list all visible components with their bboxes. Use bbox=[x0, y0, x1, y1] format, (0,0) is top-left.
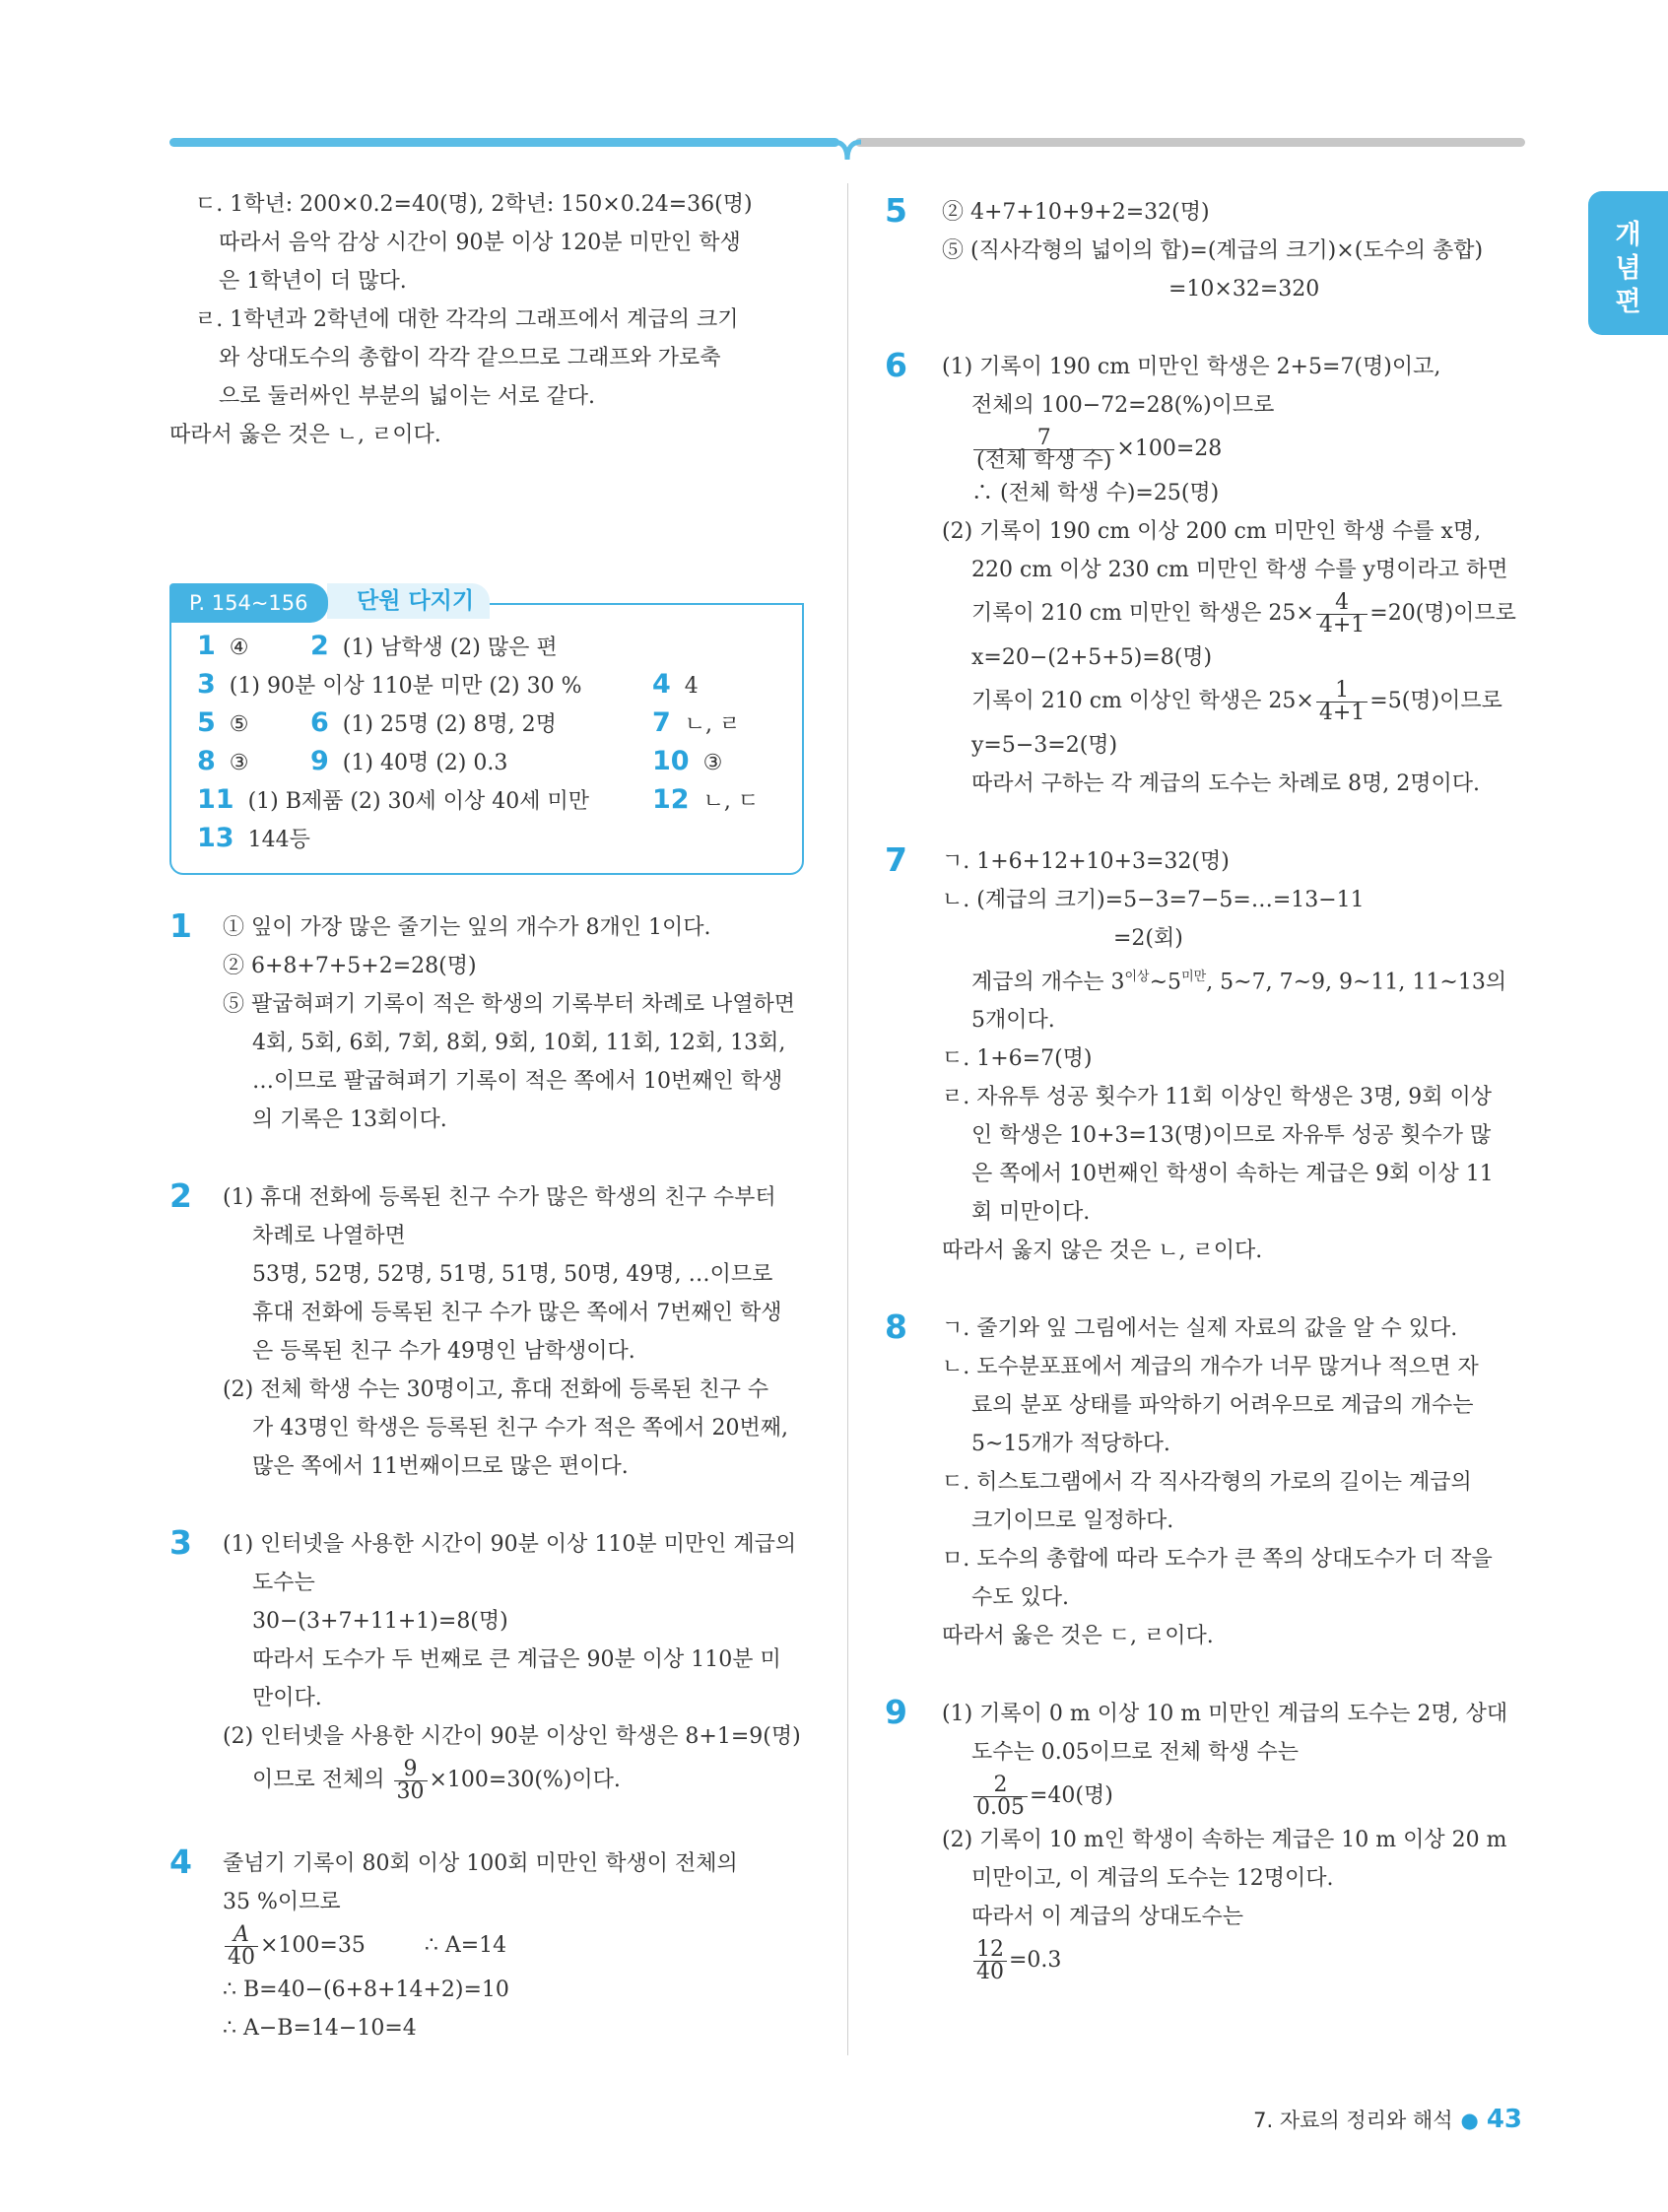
text-line: 수도 있다. bbox=[971, 1585, 1069, 1611]
summary-row bbox=[197, 823, 798, 861]
fraction: $\frac{A}{40}$ bbox=[225, 1924, 258, 1969]
text-line: ㄷ. 1학년: 200×0.2=40(명), 2학년: 150×0.24=36(명) bbox=[195, 192, 753, 217]
fraction: $\frac{9}{30}$ bbox=[394, 1759, 428, 1803]
text-line: ⑤ 팔굽혀펴기 기록이 적은 학생의 기록부터 차례로 나열하면 bbox=[223, 992, 796, 1017]
text-line: (2) 인터넷을 사용한 시간이 90분 이상인 학생은 8+1=9(명) bbox=[223, 1724, 801, 1749]
summary-answer: 12 ㄴ, ㄷ bbox=[652, 784, 760, 815]
text-line: 인 학생은 10+3=13(명)이므로 자유투 성공 횟수가 많 bbox=[971, 1123, 1492, 1149]
summary-answers bbox=[197, 631, 798, 861]
text-line: ㄹ. 자유투 성공 횟수가 11회 이상인 학생은 3명, 9회 이상 bbox=[942, 1085, 1492, 1110]
text-line: (1) 인터넷을 사용한 시간이 90분 이상 110분 미만인 계급의 bbox=[223, 1532, 797, 1557]
text-line: 도수는 0.05이므로 전체 학생 수는 bbox=[971, 1740, 1299, 1766]
text-line: ② 6+8+7+5+2=28(명) bbox=[223, 954, 477, 978]
text-line: =2(회) bbox=[1113, 926, 1183, 951]
solution-7 bbox=[885, 842, 1525, 1270]
text-line: ∴ (전체 학생 수)=25(명) bbox=[971, 481, 1220, 505]
solution-9 bbox=[885, 1695, 1525, 1985]
section-side-tab bbox=[1588, 191, 1668, 335]
text-line: ⑤ (직사각형의 넓이의 합)=(계급의 크기)×(도수의 총합) bbox=[942, 238, 1484, 263]
text-line: ∴ B=40−(6+8+14+2)=10 bbox=[223, 1977, 509, 2002]
summary-answer: 8 ③ bbox=[197, 746, 249, 776]
text-line: 따라서 구하는 각 계급의 도수는 차례로 8명, 2명이다. bbox=[971, 771, 1480, 796]
column-divider bbox=[847, 183, 848, 2055]
problem-number: 1 bbox=[169, 906, 192, 945]
summary-answer: 6 (1) 25명 (2) 8명, 2명 bbox=[310, 707, 557, 738]
solution-8 bbox=[885, 1309, 1525, 1655]
text-line: 5개이다. bbox=[971, 1008, 1055, 1034]
summary-row bbox=[197, 631, 798, 669]
text-line: 5~15개가 적당하다. bbox=[971, 1432, 1170, 1457]
text-line: 4회, 5회, 6회, 7회, 8회, 9회, 10회, 11회, 12회, 13회, bbox=[252, 1031, 786, 1055]
side-tab-label: 개 념 편 bbox=[1615, 220, 1641, 317]
text-line: ㄷ. 히스토그램에서 각 직사각형의 가로의 길이는 계급의 bbox=[942, 1470, 1472, 1496]
text-line: 기록이 210 cm 미만인 학생은 25× $\frac{4}{4+1}$ =20(명)이므로 bbox=[971, 589, 1516, 637]
text-line: 은 쪽에서 10번째인 학생이 속하는 계급은 9회 이상 11 bbox=[971, 1162, 1494, 1187]
left-column-top bbox=[169, 185, 820, 454]
header-bar-right bbox=[855, 138, 1525, 147]
text-line: 회 미만이다. bbox=[971, 1200, 1091, 1226]
summary-header bbox=[169, 583, 804, 623]
chapter-title: 7. 자료의 정리와 해석 bbox=[1253, 2109, 1453, 2132]
left-column-solutions bbox=[169, 908, 820, 2047]
solution-4 bbox=[169, 1844, 820, 2047]
problem-number: 6 bbox=[885, 346, 907, 384]
fraction: $\frac{2}{0.05}$ bbox=[973, 1775, 1028, 1819]
text-line: 줄넘기 기록이 80회 이상 100회 미만인 학생이 전체의 bbox=[223, 1851, 738, 1876]
text-line: 차례로 나열하면 bbox=[252, 1224, 406, 1248]
summary-answer: 11 (1) B제품 (2) 30세 이상 40세 미만 bbox=[197, 784, 590, 815]
fraction: $\frac{7}{\text{(전체 학생 수)}}$ bbox=[973, 428, 1114, 472]
solution-6 bbox=[885, 348, 1525, 803]
text-line: 미만이고, 이 계급의 도수는 12명이다. bbox=[971, 1866, 1334, 1892]
text-line: …이므로 팔굽혀펴기 기록이 적은 쪽에서 10번째인 학생 bbox=[252, 1069, 783, 1094]
text-line: ㅁ. 도수의 총합에 따라 도수가 큰 쪽의 상대도수가 더 작을 bbox=[942, 1547, 1493, 1573]
summary-answer: 3 (1) 90분 이상 110분 미만 (2) 30 % bbox=[197, 669, 582, 700]
text-line: 220 cm 이상 230 cm 미만인 학생 수를 y명이라고 하면 bbox=[971, 558, 1508, 582]
text-line: (2) 기록이 190 cm 이상 200 cm 미만인 학생 수를 x명, bbox=[942, 519, 1482, 544]
text-line: (1) 기록이 0 m 이상 10 m 미만인 계급의 도수는 2명, 상대 bbox=[942, 1702, 1508, 1727]
problem-number: 5 bbox=[885, 191, 907, 230]
page-number: 43 bbox=[1486, 2105, 1522, 2134]
text-line: =10×32=320 bbox=[1168, 277, 1320, 302]
text-line: ∴ A−B=14−10=4 bbox=[223, 2016, 417, 2041]
summary-answer: 7 ㄴ, ㄹ bbox=[652, 707, 741, 738]
text-line: $\frac{A}{40}$ ×100=35 ∴ A=14 bbox=[223, 1921, 820, 1971]
summary-answer: 2 (1) 남학생 (2) 많은 편 bbox=[310, 631, 558, 661]
text-line: 따라서 도수가 두 번째로 큰 계급은 90분 이상 110분 미 bbox=[252, 1647, 781, 1672]
bullet-icon: ● bbox=[1460, 2109, 1479, 2132]
summary-answer: 10 ③ bbox=[652, 746, 723, 776]
summary-row bbox=[197, 669, 798, 707]
problem-number: 7 bbox=[885, 840, 907, 879]
text-line: 따라서 이 계급의 상대도수는 bbox=[971, 1905, 1244, 1930]
text-line: x=20−(2+5+5)=8(명) bbox=[971, 645, 1213, 670]
text-line: $\frac{2}{0.05}$ =40(명) bbox=[942, 1772, 1525, 1821]
text-line: 53명, 52명, 52명, 51명, 51명, 50명, 49명, …이므로 bbox=[252, 1262, 773, 1287]
summary-row bbox=[197, 784, 798, 823]
header-bar-notch bbox=[834, 138, 861, 162]
page-footer bbox=[1253, 2105, 1522, 2134]
text-line: ㄱ. 줄기와 잎 그림에서는 실제 자료의 값을 알 수 있다. bbox=[942, 1316, 1458, 1342]
text-line: 계급의 개수는 $3^{이상}\sim 5^{미만}$, 5~7, 7~9, 9~11, 11~13의 bbox=[971, 970, 1507, 995]
text-line: 으로 둘러싸인 부분의 넓이는 서로 같다. bbox=[219, 384, 595, 409]
text-line: 와 상대도수의 총합이 각각 같으므로 그래프와 가로축 bbox=[219, 346, 721, 370]
text-line: 따라서 옳지 않은 것은 ㄴ, ㄹ이다. bbox=[942, 1239, 1263, 1264]
fraction: $\frac{4}{4+1}$ bbox=[1316, 592, 1368, 637]
text-line: ㄹ. 1학년과 2학년에 대한 각각의 그래프에서 계급의 크기 bbox=[195, 307, 739, 332]
text-line: (1) 기록이 190 cm 미만인 학생은 2+5=7(명)이고, bbox=[942, 355, 1441, 379]
text-line: (1) 휴대 전화에 등록된 친구 수가 많은 학생의 친구 수부터 bbox=[223, 1185, 776, 1210]
text-line: ㄱ. 1+6+12+10+3=32(명) bbox=[942, 849, 1230, 874]
header-bar-left bbox=[169, 138, 839, 147]
text-line: 35 %이므로 bbox=[223, 1890, 341, 1914]
right-column bbox=[885, 193, 1525, 1985]
summary-answer: 13 144등 bbox=[197, 823, 310, 853]
text-line: 30−(3+7+11+1)=8(명) bbox=[252, 1609, 508, 1634]
text-line: ㄷ. 1+6=7(명) bbox=[942, 1046, 1093, 1072]
text-line: 따라서 옳은 것은 ㄴ, ㄹ이다. bbox=[169, 423, 441, 447]
text-line: 가 43명인 학생은 등록된 친구 수가 적은 쪽에서 20번째, bbox=[252, 1416, 788, 1441]
problem-number: 8 bbox=[885, 1307, 907, 1347]
text-line: y=5−3=2(명) bbox=[971, 733, 1118, 758]
summary-title: 단원 다지기 bbox=[327, 583, 490, 619]
text-line: (2) 전체 학생 수는 30명이고, 휴대 전화에 등록된 친구 수 bbox=[223, 1377, 769, 1402]
fraction: $\frac{12}{40}$ bbox=[973, 1939, 1007, 1983]
text-line: $\frac{12}{40}$ =0.3 bbox=[942, 1936, 1525, 1985]
text-line: 이므로 전체의 $\frac{9}{30}$ ×100=30(%)이다. bbox=[252, 1756, 621, 1804]
text-line: 은 등록된 친구 수가 49명인 남학생이다. bbox=[252, 1339, 635, 1364]
problem-number: 4 bbox=[169, 1843, 192, 1881]
problem-number: 2 bbox=[169, 1176, 192, 1215]
solution-5 bbox=[885, 193, 1525, 308]
text-line: 기록이 210 cm 이상인 학생은 25× $\frac{1}{4+1}$ =5(명)이므로 bbox=[971, 677, 1502, 725]
problem-number: 3 bbox=[169, 1523, 192, 1562]
text-line: 도수는 bbox=[252, 1571, 315, 1595]
problem-number: 9 bbox=[885, 1693, 907, 1732]
text-line: 크기이므로 일정하다. bbox=[971, 1508, 1174, 1534]
text-line: 만이다. bbox=[252, 1686, 322, 1710]
text-line: 따라서 음악 감상 시간이 90분 이상 120분 미만인 학생 bbox=[219, 231, 741, 255]
text-line: 휴대 전화에 등록된 친구 수가 많은 쪽에서 7번째인 학생 bbox=[252, 1301, 782, 1325]
text-line: 은 1학년이 더 많다. bbox=[219, 269, 407, 294]
text-line: 따라서 옳은 것은 ㄷ, ㄹ이다. bbox=[942, 1624, 1214, 1649]
text-line: (2) 기록이 10 m인 학생이 속하는 계급은 10 m 이상 20 m bbox=[942, 1828, 1507, 1853]
text-line: $\frac{7}{\text{(전체 학생 수)}}$ ×100=28 bbox=[942, 425, 1525, 474]
solution-2 bbox=[169, 1178, 820, 1486]
summary-answer: 4 4 bbox=[652, 669, 699, 700]
summary-answer: 1 ④ bbox=[197, 631, 249, 661]
summary-page-label: P. 154~156 bbox=[169, 583, 328, 623]
text-line: ② 4+7+10+9+2=32(명) bbox=[942, 200, 1210, 225]
text-line: ① 잎이 가장 많은 줄기는 잎의 개수가 8개인 1이다. bbox=[223, 915, 711, 940]
text-line: 많은 쪽에서 11번째이므로 많은 편이다. bbox=[252, 1454, 629, 1479]
solution-3 bbox=[169, 1525, 820, 1805]
text-line: 전체의 100−72=28(%)이므로 bbox=[971, 393, 1275, 418]
text-line: ㄴ. 도수분포표에서 계급의 개수가 너무 많거나 적으면 자 bbox=[942, 1355, 1479, 1380]
summary-row bbox=[197, 707, 798, 746]
text-line: 료의 분포 상태를 파악하기 어려우므로 계급의 개수는 bbox=[971, 1393, 1474, 1419]
solution-1 bbox=[169, 908, 820, 1139]
summary-row bbox=[197, 746, 798, 784]
text-line: ㄴ. (계급의 크기)=5−3=7−5=…=13−11 bbox=[942, 888, 1365, 912]
summary-answer: 5 ⑤ bbox=[197, 707, 249, 738]
summary-answer: 9 (1) 40명 (2) 0.3 bbox=[310, 746, 508, 776]
fraction: $\frac{1}{4+1}$ bbox=[1316, 680, 1368, 724]
text-line: 의 기록은 13회이다. bbox=[252, 1107, 447, 1132]
